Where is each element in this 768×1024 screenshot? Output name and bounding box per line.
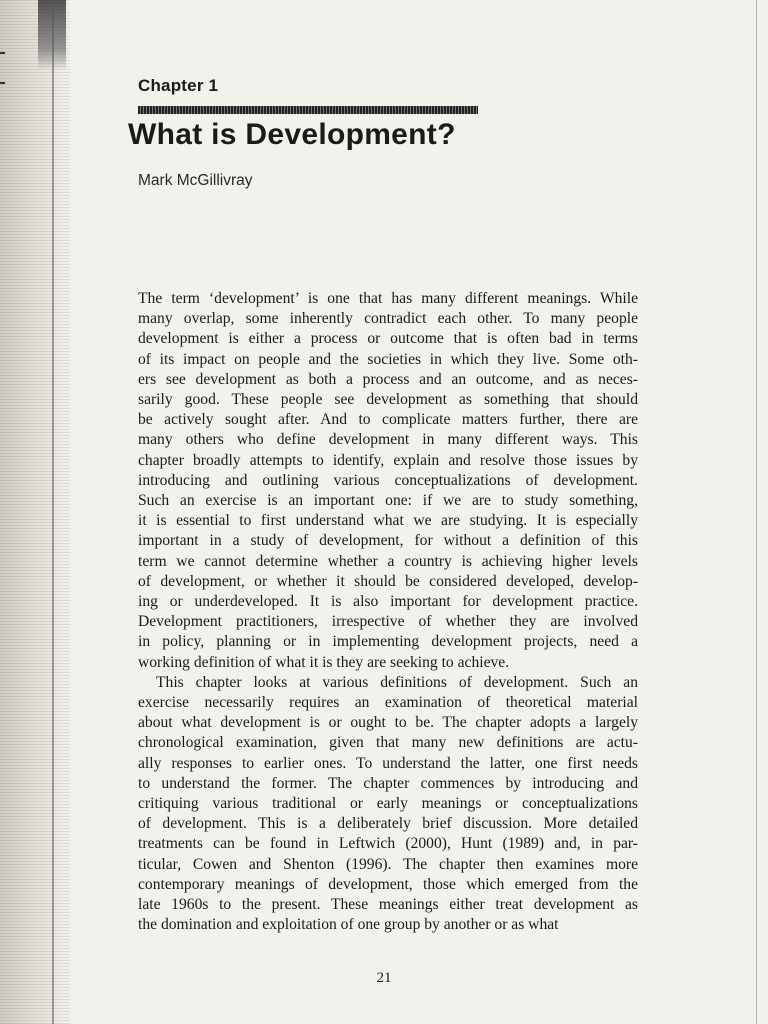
text-line: The term ‘development’ is one that has many different meanings. While [138,290,638,307]
scan-edge-mark [0,82,5,84]
text-line: of development, or whether it should be considered developed, develop- [138,572,638,590]
text-line: be actively sought after. And to complicate matters further, there are [138,411,638,429]
body-text [138,289,638,936]
chapter-title: What is Development? [128,118,456,151]
text-line: working definition of what it is they are seeking to achieve. [138,653,510,671]
book-spine-gutter [0,0,70,1024]
chapter-author: Mark McGillivray [138,172,253,189]
text-line: many others who define development in many different ways. This [138,431,638,449]
text-line: ers see development as both a process and an outcome, and as neces- [138,370,638,388]
text-line: to understand the former. The chapter commences by introducing and [138,774,638,792]
text-line: treatments can be found in Leftwich (2000), Hunt (1989) and, in par- [138,835,638,853]
text-line: of development. This is a deliberately brief discussion. More detailed [138,815,638,833]
text-line: term we cannot determine whether a country is achieving higher levels [138,552,638,570]
text-line: introducing and outlining various conceptualizations of development. [138,471,638,489]
paragraph [138,289,638,673]
text-line: contemporary meanings of development, those which emerged from the [138,875,638,893]
chapter-rule [138,106,478,114]
text-line: Such an exercise is an important one: if we are to study something, [138,492,638,510]
gutter-edge-line [52,0,54,1024]
text-line: chronological examination, given that many new definitions are actu- [138,734,638,752]
text-line: sarily good. These people see development as something that should [138,391,638,409]
text-line: of its impact on people and the societies in which they live. Some oth- [138,350,638,368]
text-line: important in a study of development, for without a definition of this [138,532,638,550]
text-line: exercise necessarily requires an examination of theoretical material [138,694,638,712]
text-line: development is either a process or outcome that is often bad in terms [138,330,638,348]
chapter-label: Chapter 1 [138,76,219,95]
text-line: ticular, Cowen and Shenton (1996). The chapter then examines more [138,855,638,873]
text-line: late 1960s to the present. These meanings either treat development as [138,896,638,914]
paragraph [138,673,638,936]
text-line: about what development is or ought to be. The chapter adopts a largely [138,714,638,732]
text-line: it is essential to first understand what we are studying. It is especially [138,512,638,530]
text-line: chapter broadly attempts to identify, explain and resolve those issues by [138,451,638,469]
text-line: ing or underdeveloped. It is also important for development practice. [138,593,638,611]
text-line: This chapter looks at various definitions of development. Such an [156,673,638,691]
text-line: Development practitioners, irrespective of whether they are involved [138,613,638,631]
text-line: ally responses to earlier ones. To understand the latter, one first needs [138,754,638,772]
page-edge-line [756,0,757,1024]
scan-edge-mark [0,52,5,54]
page-number: 21 [376,970,392,986]
text-line: the domination and exploitation of one group by another or as what [138,916,559,934]
text-line: in policy, planning or in implementing development projects, need a [138,633,638,651]
text-line: critiquing various traditional or early meanings or conceptualizations [138,795,638,813]
text-line: many overlap, some inherently contradict each other. To many people [138,310,638,328]
